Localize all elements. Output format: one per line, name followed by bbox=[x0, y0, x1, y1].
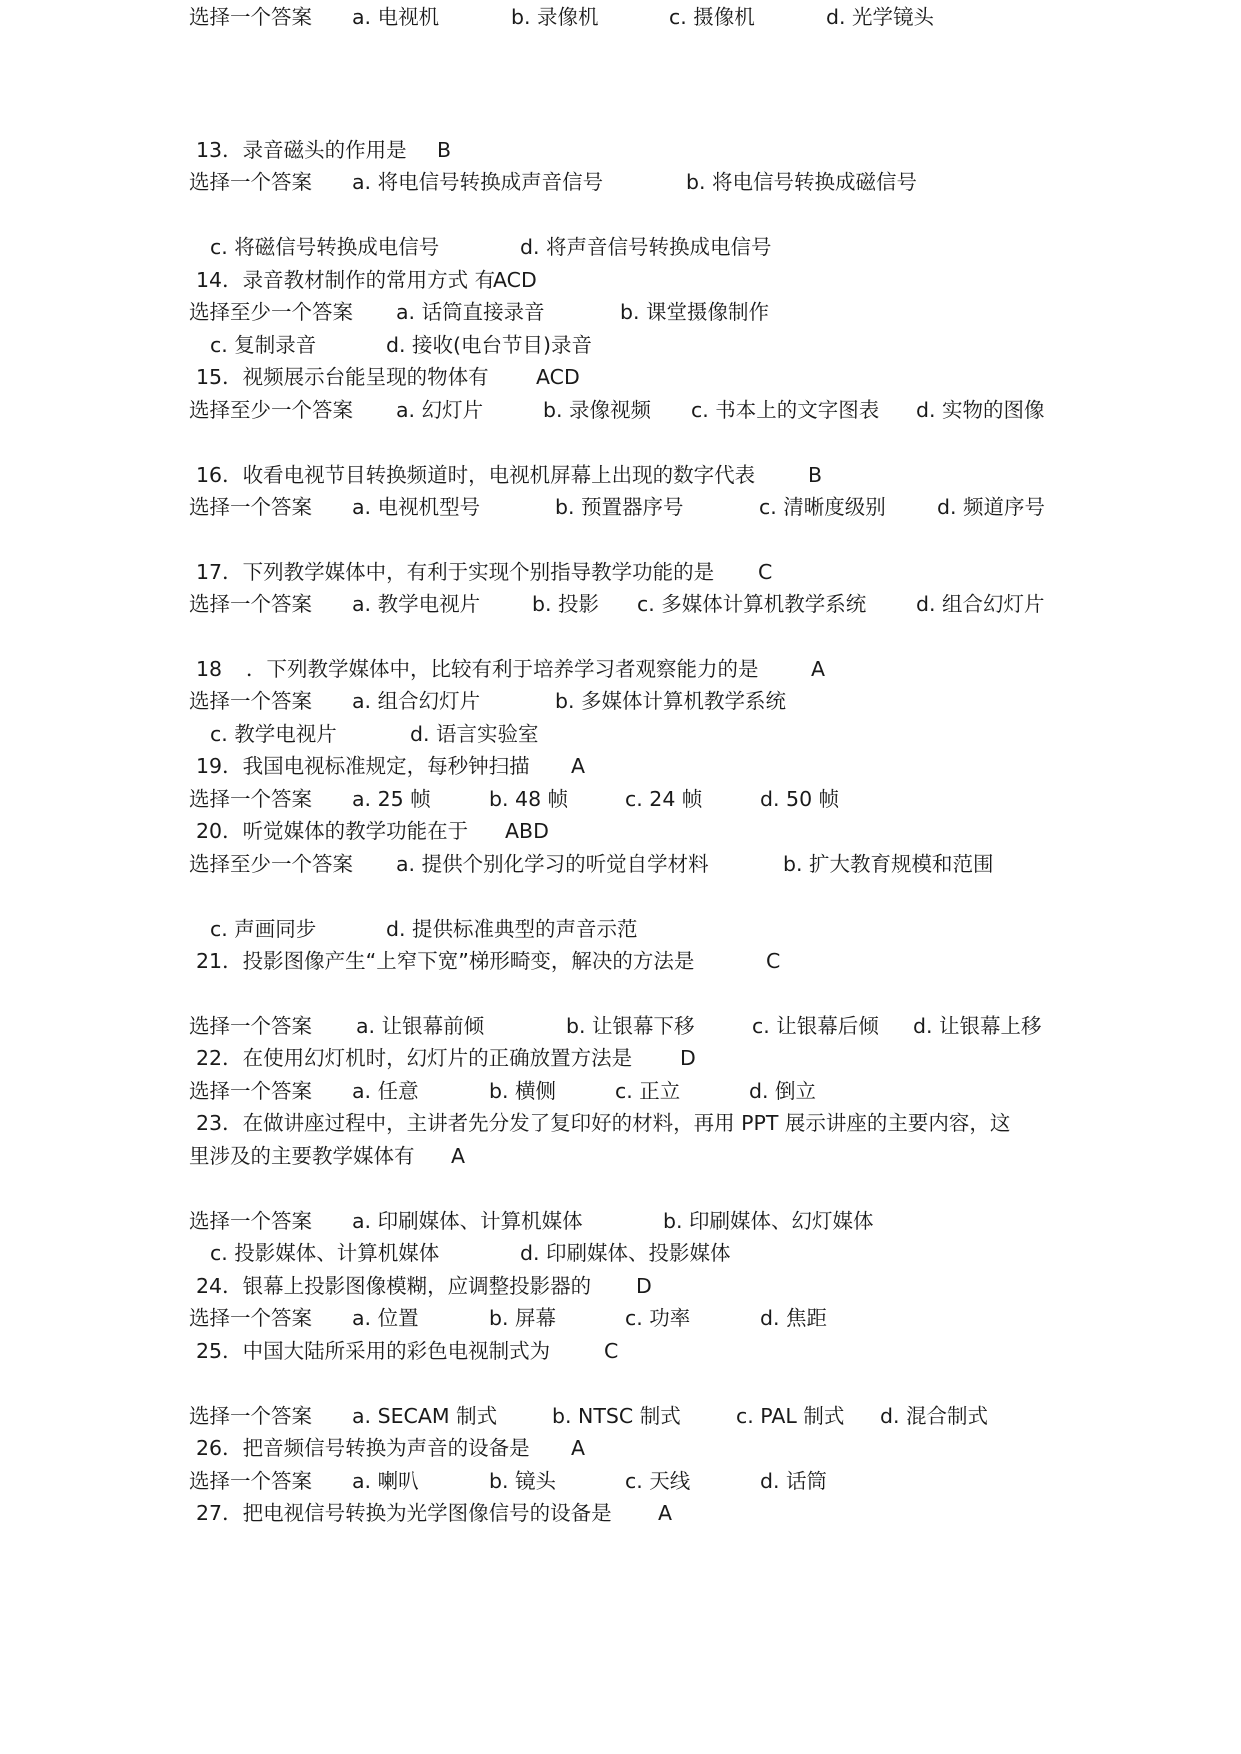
text-q14-opts-0: 选择至少一个答案 bbox=[189, 300, 353, 324]
text-q19-1: A bbox=[571, 754, 586, 778]
text-q27-opts-3: c. 摄像机 bbox=[669, 5, 755, 29]
line-q18-opts bbox=[0, 684, 1241, 718]
text-q25-opts-4: d. 混合制式 bbox=[880, 1404, 989, 1428]
text-q22-opts-2: b. 横侧 bbox=[489, 1079, 557, 1103]
line-q23 bbox=[0, 1106, 1241, 1140]
text-q24-opts-3: c. 功率 bbox=[625, 1306, 691, 1330]
text-q23-opts-0: 选择一个答案 bbox=[189, 1209, 312, 1233]
text-q17-opts-0: 选择一个答案 bbox=[189, 592, 312, 616]
text-q21-0: 21．投影图像产生“上窄下宽”梯形畸变，解决的方法是 bbox=[196, 949, 695, 973]
text-q14-opts-2-0: c. 复制录音 bbox=[210, 333, 317, 357]
text-q13-0: 13．录音磁头的作用是 bbox=[196, 138, 407, 162]
text-q23-0: 23．在做讲座过程中，主讲者先分发了复印好的材料，再用 PPT 展示讲座的主要内容，这 bbox=[196, 1111, 1011, 1135]
line-q20-opts-2 bbox=[0, 912, 1241, 946]
line-q24 bbox=[0, 1269, 1241, 1303]
text-q22-1: D bbox=[680, 1046, 696, 1070]
text-q21-opts-0: 选择一个答案 bbox=[189, 1014, 312, 1038]
text-q27-opts-1: a. 电视机 bbox=[352, 5, 440, 29]
line-q13 bbox=[0, 133, 1241, 167]
text-q16-0: 16．收看电视节目转换频道时，电视机屏幕上出现的数字代表 bbox=[196, 463, 756, 487]
text-q24-opts-4: d. 焦距 bbox=[760, 1306, 828, 1330]
text-q19-opts-1: a. 25 帧 bbox=[352, 787, 431, 811]
text-q13-opts-2: b. 将电信号转换成磁信号 bbox=[686, 170, 918, 194]
text-q27-1: A bbox=[658, 1501, 673, 1525]
line-q18-opts-2 bbox=[0, 717, 1241, 751]
line-q14 bbox=[0, 263, 1241, 297]
text-q19-opts-3: c. 24 帧 bbox=[625, 787, 703, 811]
text-q14-opts-2: b. 课堂摄像制作 bbox=[620, 300, 770, 324]
line-q26-opts bbox=[0, 1464, 1241, 1498]
text-q25-opts-2: b. NTSC 制式 bbox=[552, 1404, 681, 1428]
text-q23-opts-2: b. 印刷媒体、幻灯媒体 bbox=[663, 1209, 874, 1233]
text-q24-opts-2: b. 屏幕 bbox=[489, 1306, 557, 1330]
text-q21-1: C bbox=[766, 949, 781, 973]
text-q18-opts-2-0: c. 教学电视片 bbox=[210, 722, 337, 746]
text-q25-opts-3: c. PAL 制式 bbox=[736, 1404, 845, 1428]
text-q20-opts-2-1: d. 提供标准典型的声音示范 bbox=[386, 917, 638, 941]
line-q21-opts bbox=[0, 1009, 1241, 1043]
line-q18 bbox=[0, 652, 1241, 686]
text-q21-opts-3: c. 让银幕后倾 bbox=[752, 1014, 879, 1038]
text-q22-opts-3: c. 正立 bbox=[615, 1079, 681, 1103]
line-q23-opts-2 bbox=[0, 1236, 1241, 1270]
text-q18-opts-0: 选择一个答案 bbox=[189, 689, 312, 713]
text-q20-1: ABD bbox=[505, 819, 549, 843]
text-q25-0: 25．中国大陆所采用的彩色电视制式为 bbox=[196, 1339, 551, 1363]
text-q27-opts-4: d. 光学镜头 bbox=[826, 5, 935, 29]
line-q22-opts bbox=[0, 1074, 1241, 1108]
text-q20-0: 20．听觉媒体的教学功能在于 bbox=[196, 819, 469, 843]
text-q15-opts-4: d. 实物的图像 bbox=[916, 398, 1045, 422]
line-q15-opts bbox=[0, 393, 1241, 427]
text-q20-opts-2-0: c. 声画同步 bbox=[210, 917, 317, 941]
text-q25-opts-1: a. SECAM 制式 bbox=[352, 1404, 498, 1428]
text-q16-opts-2: b. 预置器序号 bbox=[555, 495, 684, 519]
text-q16-1: B bbox=[808, 463, 823, 487]
line-q27-opts bbox=[0, 0, 1241, 34]
text-q14-opts-1: a. 话筒直接录音 bbox=[396, 300, 545, 324]
text-q18-2: A bbox=[811, 657, 826, 681]
line-q20-opts bbox=[0, 847, 1241, 881]
text-q19-opts-0: 选择一个答案 bbox=[189, 787, 312, 811]
text-q15-opts-1: a. 幻灯片 bbox=[396, 398, 484, 422]
line-q13-opts-2 bbox=[0, 230, 1241, 264]
text-q26-1: A bbox=[571, 1436, 586, 1460]
text-q24-opts-0: 选择一个答案 bbox=[189, 1306, 312, 1330]
line-q25 bbox=[0, 1334, 1241, 1368]
line-q26 bbox=[0, 1431, 1241, 1465]
text-q23-opts-2-0: c. 投影媒体、计算机媒体 bbox=[210, 1241, 440, 1265]
text-q24-opts-1: a. 位置 bbox=[352, 1306, 419, 1330]
text-q16-opts-0: 选择一个答案 bbox=[189, 495, 312, 519]
text-q27-opts-0: 选择一个答案 bbox=[189, 5, 312, 29]
line-q21 bbox=[0, 944, 1241, 978]
line-q23-opts bbox=[0, 1204, 1241, 1238]
line-q19 bbox=[0, 749, 1241, 783]
text-q23-2-0: 里涉及的主要教学媒体有 bbox=[189, 1144, 415, 1168]
text-q18-opts-1: a. 组合幻灯片 bbox=[352, 689, 481, 713]
text-q18-1: ．下列教学媒体中，比较有利于培养学习者观察能力的是 bbox=[246, 657, 759, 681]
line-q25-opts bbox=[0, 1399, 1241, 1433]
text-q26-0: 26．把音频信号转换为声音的设备是 bbox=[196, 1436, 530, 1460]
line-q19-opts bbox=[0, 782, 1241, 816]
text-q20-opts-0: 选择至少一个答案 bbox=[189, 852, 353, 876]
line-q24-opts bbox=[0, 1301, 1241, 1335]
text-q21-opts-4: d. 让银幕上移 bbox=[913, 1014, 1042, 1038]
text-q19-opts-4: d. 50 帧 bbox=[760, 787, 840, 811]
text-q24-0: 24．银幕上投影图像模糊，应调整投影器的 bbox=[196, 1274, 592, 1298]
text-q26-opts-0: 选择一个答案 bbox=[189, 1469, 312, 1493]
text-q13-opts-0: 选择一个答案 bbox=[189, 170, 312, 194]
text-q19-0: 19．我国电视标准规定，每秒钟扫描 bbox=[196, 754, 530, 778]
text-q15-0: 15．视频展示台能呈现的物体有 bbox=[196, 365, 489, 389]
line-q14-opts bbox=[0, 295, 1241, 329]
text-q16-opts-3: c. 清晰度级别 bbox=[759, 495, 886, 519]
text-q15-opts-3: c. 书本上的文字图表 bbox=[691, 398, 880, 422]
text-q14-opts-2-1: d. 接收(电台节目)录音 bbox=[386, 333, 593, 357]
text-q27-0: 27．把电视信号转换为光学图像信号的设备是 bbox=[196, 1501, 612, 1525]
text-q16-opts-4: d. 频道序号 bbox=[937, 495, 1046, 519]
text-q19-opts-2: b. 48 帧 bbox=[489, 787, 569, 811]
text-q22-opts-1: a. 任意 bbox=[352, 1079, 419, 1103]
line-q17-opts bbox=[0, 587, 1241, 621]
line-q27 bbox=[0, 1496, 1241, 1530]
line-q14-opts-2 bbox=[0, 328, 1241, 362]
text-q15-opts-2: b. 录像视频 bbox=[543, 398, 652, 422]
text-q18-opts-2-1: d. 语言实验室 bbox=[410, 722, 539, 746]
text-q18-opts-2: b. 多媒体计算机教学系统 bbox=[555, 689, 787, 713]
line-q22 bbox=[0, 1041, 1241, 1075]
text-q18-0: 18 bbox=[196, 657, 223, 681]
text-q25-1: C bbox=[604, 1339, 619, 1363]
text-q21-opts-2: b. 让银幕下移 bbox=[566, 1014, 695, 1038]
line-q17 bbox=[0, 555, 1241, 589]
text-q14-0: 14．录音教材制作的常用方式 有 bbox=[196, 268, 496, 292]
text-q13-1: B bbox=[437, 138, 452, 162]
text-q17-opts-4: d. 组合幻灯片 bbox=[916, 592, 1045, 616]
text-q22-0: 22．在使用幻灯机时，幻灯片的正确放置方法是 bbox=[196, 1046, 633, 1070]
text-q13-opts-2-0: c. 将磁信号转换成电信号 bbox=[210, 235, 440, 259]
line-q16 bbox=[0, 458, 1241, 492]
text-q17-0: 17．下列教学媒体中，有利于实现个别指导教学功能的是 bbox=[196, 560, 715, 584]
text-q17-opts-3: c. 多媒体计算机教学系统 bbox=[637, 592, 867, 616]
text-q17-opts-2: b. 投影 bbox=[532, 592, 600, 616]
line-q23-2 bbox=[0, 1139, 1241, 1173]
text-q16-opts-1: a. 电视机型号 bbox=[352, 495, 481, 519]
text-q21-opts-1: a. 让银幕前倾 bbox=[356, 1014, 485, 1038]
text-q22-opts-0: 选择一个答案 bbox=[189, 1079, 312, 1103]
text-q15-opts-0: 选择至少一个答案 bbox=[189, 398, 353, 422]
text-q17-opts-1: a. 教学电视片 bbox=[352, 592, 481, 616]
text-q20-opts-1: a. 提供个别化学习的听觉自学材料 bbox=[396, 852, 709, 876]
text-q26-opts-1: a. 喇叭 bbox=[352, 1469, 419, 1493]
line-q15 bbox=[0, 360, 1241, 394]
text-q13-opts-2-1: d. 将声音信号转换成电信号 bbox=[520, 235, 772, 259]
text-q24-1: D bbox=[636, 1274, 652, 1298]
text-q22-opts-4: d. 倒立 bbox=[749, 1079, 817, 1103]
text-q23-2-1: A bbox=[451, 1144, 466, 1168]
line-q20 bbox=[0, 814, 1241, 848]
text-q23-opts-2-1: d. 印刷媒体、投影媒体 bbox=[520, 1241, 731, 1265]
text-q17-1: C bbox=[758, 560, 773, 584]
text-q20-opts-2: b. 扩大教育规模和范围 bbox=[783, 852, 994, 876]
text-q15-1: ACD bbox=[536, 365, 580, 389]
text-q14-1: ACD bbox=[493, 268, 537, 292]
text-q27-opts-2: b. 录像机 bbox=[511, 5, 599, 29]
line-q16-opts bbox=[0, 490, 1241, 524]
line-q13-opts bbox=[0, 165, 1241, 199]
text-q26-opts-4: d. 话筒 bbox=[760, 1469, 828, 1493]
text-q13-opts-1: a. 将电信号转换成声音信号 bbox=[352, 170, 604, 194]
text-q26-opts-3: c. 天线 bbox=[625, 1469, 691, 1493]
text-q25-opts-0: 选择一个答案 bbox=[189, 1404, 312, 1428]
text-q23-opts-1: a. 印刷媒体、计算机媒体 bbox=[352, 1209, 583, 1233]
text-q26-opts-2: b. 镜头 bbox=[489, 1469, 557, 1493]
